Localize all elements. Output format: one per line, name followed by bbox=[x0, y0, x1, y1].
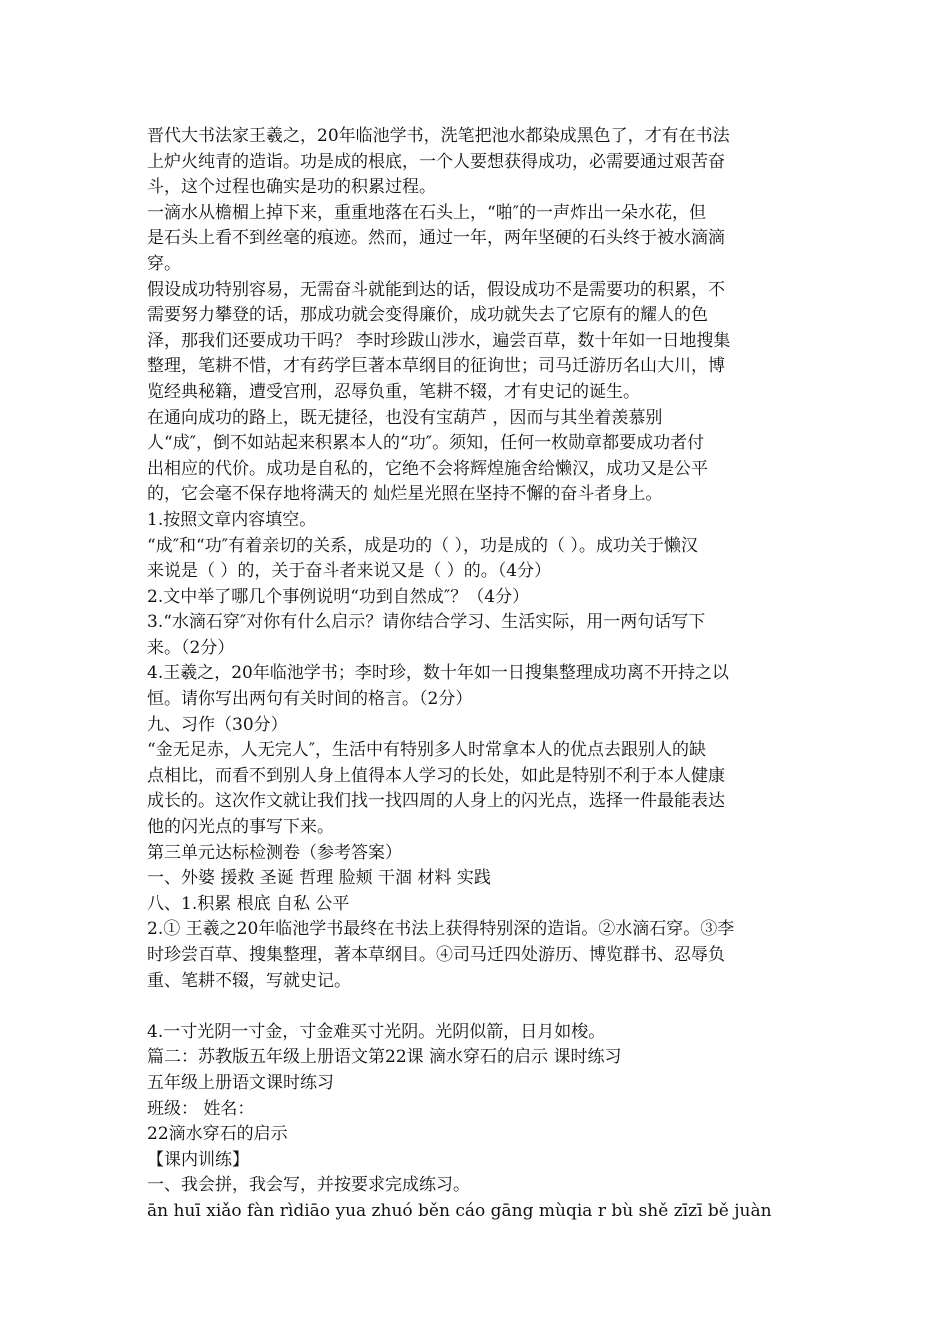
text-line: 需要努力攀登的话，那成功就会变得廉价，成功就失去了它原有的耀人的色 bbox=[147, 305, 708, 326]
section-heading: 九、习作（30分） bbox=[147, 714, 288, 735]
section-heading: 【课内训练】 bbox=[147, 1149, 249, 1170]
question-3: 3.“水滴石穿″对你有什么启示？请你结合学习、生活实际，用一两句话写下 bbox=[147, 612, 706, 633]
text-line: “成″和“功″有着亲切的关系，成是功的（ ），功是成的（ ）。成功关于懒汉 bbox=[147, 535, 698, 556]
text-line: 成长的。这次作文就让我们找一找四周的人身上的闪光点，选择一件最能表达 bbox=[147, 791, 725, 812]
question-4: 4.王羲之，20年临池学书；李时珍，数十年如一日搜集整理成功离不开持之以 bbox=[147, 663, 729, 684]
question-2: 2.文中举了哪几个事例说明“功到自然成″？（4分） bbox=[147, 586, 530, 607]
text-line: 假设成功特别容易，无需奋斗就能到达的话，假设成功不是需要功的积累，不 bbox=[147, 279, 725, 300]
text-line: 人“成″，倒不如站起来积累本人的“功″。须知，任何一枚勋章都要成功者付 bbox=[147, 433, 705, 454]
document-body bbox=[147, 124, 807, 1225]
pinyin-line: ān huī xiǎo fàn rìdiāo yua zhuó běn cáo gāng mùqia r bù shě zīzī bě juàn bbox=[147, 1200, 772, 1221]
answer-line: 2.① 王羲之20年临池学书最终在书法上获得特别深的造诣。②水滴石穿。③李 bbox=[147, 919, 735, 940]
section-heading: 第三单元达标检测卷（参考答案） bbox=[147, 842, 402, 863]
text-line: 穿。 bbox=[147, 253, 181, 274]
text-line: 一滴水从檐楣上掉下来，重重地落在石头上，“啪″的一声炸出一朵水花，但 bbox=[147, 202, 707, 223]
text-line: 的，它会毫不保存地将满天的 灿烂星光照在坚持不懈的奋斗者身上。 bbox=[147, 484, 663, 505]
text-line: 泽，那我们还要成功干吗？ 李时珍跋山涉水，遍尝百草，数十年如一日地搜集 bbox=[147, 330, 731, 351]
question-1: 1.按照文章内容填空。 bbox=[147, 509, 317, 530]
text-line: 斗，这个过程也确实是功的积累过程。 bbox=[147, 177, 436, 198]
text-line: 来说是（ ）的，关于奋斗者来说又是（ ）的。（4分） bbox=[147, 561, 552, 582]
text-line: 时珍尝百草、搜集整理，著本草纲目。④司马迁四处游历、博览群书、忍辱负 bbox=[147, 945, 725, 965]
text-line: 整理，笔耕不惜，才有药学巨著本草纲目的征询世；司马迁游历名山大川，博 bbox=[147, 356, 725, 377]
answer-line: 一、外婆 援救 圣诞 哲理 脸颊 干涸 材料 实践 bbox=[147, 868, 491, 889]
answer-line: 八、1.积累 根底 自私 公平 bbox=[147, 893, 350, 914]
text-line: “金无足赤，人无完人″，生活中有特别多人时常拿本人的优点去跟别人的缺 bbox=[147, 740, 707, 761]
text-line: 他的闪光点的事写下来。 bbox=[147, 817, 334, 838]
lesson-title: 22滴水穿石的启示 bbox=[147, 1124, 288, 1145]
exercise-instruction: 一、我会拼，我会写，并按要求完成练习。 bbox=[147, 1175, 470, 1196]
name-class-line: 班级： 姓名： bbox=[147, 1098, 255, 1119]
text-line: 恒。请你写出两句有关时间的格言。（2分） bbox=[147, 689, 473, 710]
text-line: 在通向成功的路上，既无捷径，也没有宝葫芦 ，因而与其坐着羡慕别 bbox=[147, 407, 663, 428]
text-line: 来。（2分） bbox=[147, 637, 235, 658]
text-line: 重、笔耕不辍，写就史记。 bbox=[147, 970, 351, 991]
text-line: 览经典秘籍，遭受宫刑，忍辱负重，笔耕不辍，才有史记的诞生。 bbox=[147, 381, 640, 402]
blank-line bbox=[147, 994, 807, 1020]
section-heading: 篇二：苏教版五年级上册语文第22课 滴水穿石的启示 课时练习 bbox=[147, 1047, 622, 1068]
section-heading: 五年级上册语文课时练习 bbox=[147, 1072, 334, 1093]
text-line: 出相应的代价。成功是自私的，它绝不会将辉煌施舍给懒汉，成功又是公平 bbox=[147, 458, 708, 479]
text-line: 晋代大书法家王羲之，20年临池学书，洗笔把池水都染成黑色了，才有在书法 bbox=[147, 126, 730, 146]
text-line: 是石头上看不到丝毫的痕迹。然而，通过一年，两年坚硬的石头终于被水滴滴 bbox=[147, 228, 725, 249]
answer-line: 4.一寸光阴一寸金，寸金难买寸光阴。光阴似箭，日月如梭。 bbox=[147, 1021, 606, 1042]
text-line: 上炉火纯青的造诣。功是成的根底，一个人要想获得成功，必需要通过艰苦奋 bbox=[147, 151, 725, 172]
text-line: 点相比，而看不到别人身上值得本人学习的长处，如此是特别不利于本人健康 bbox=[147, 765, 725, 786]
